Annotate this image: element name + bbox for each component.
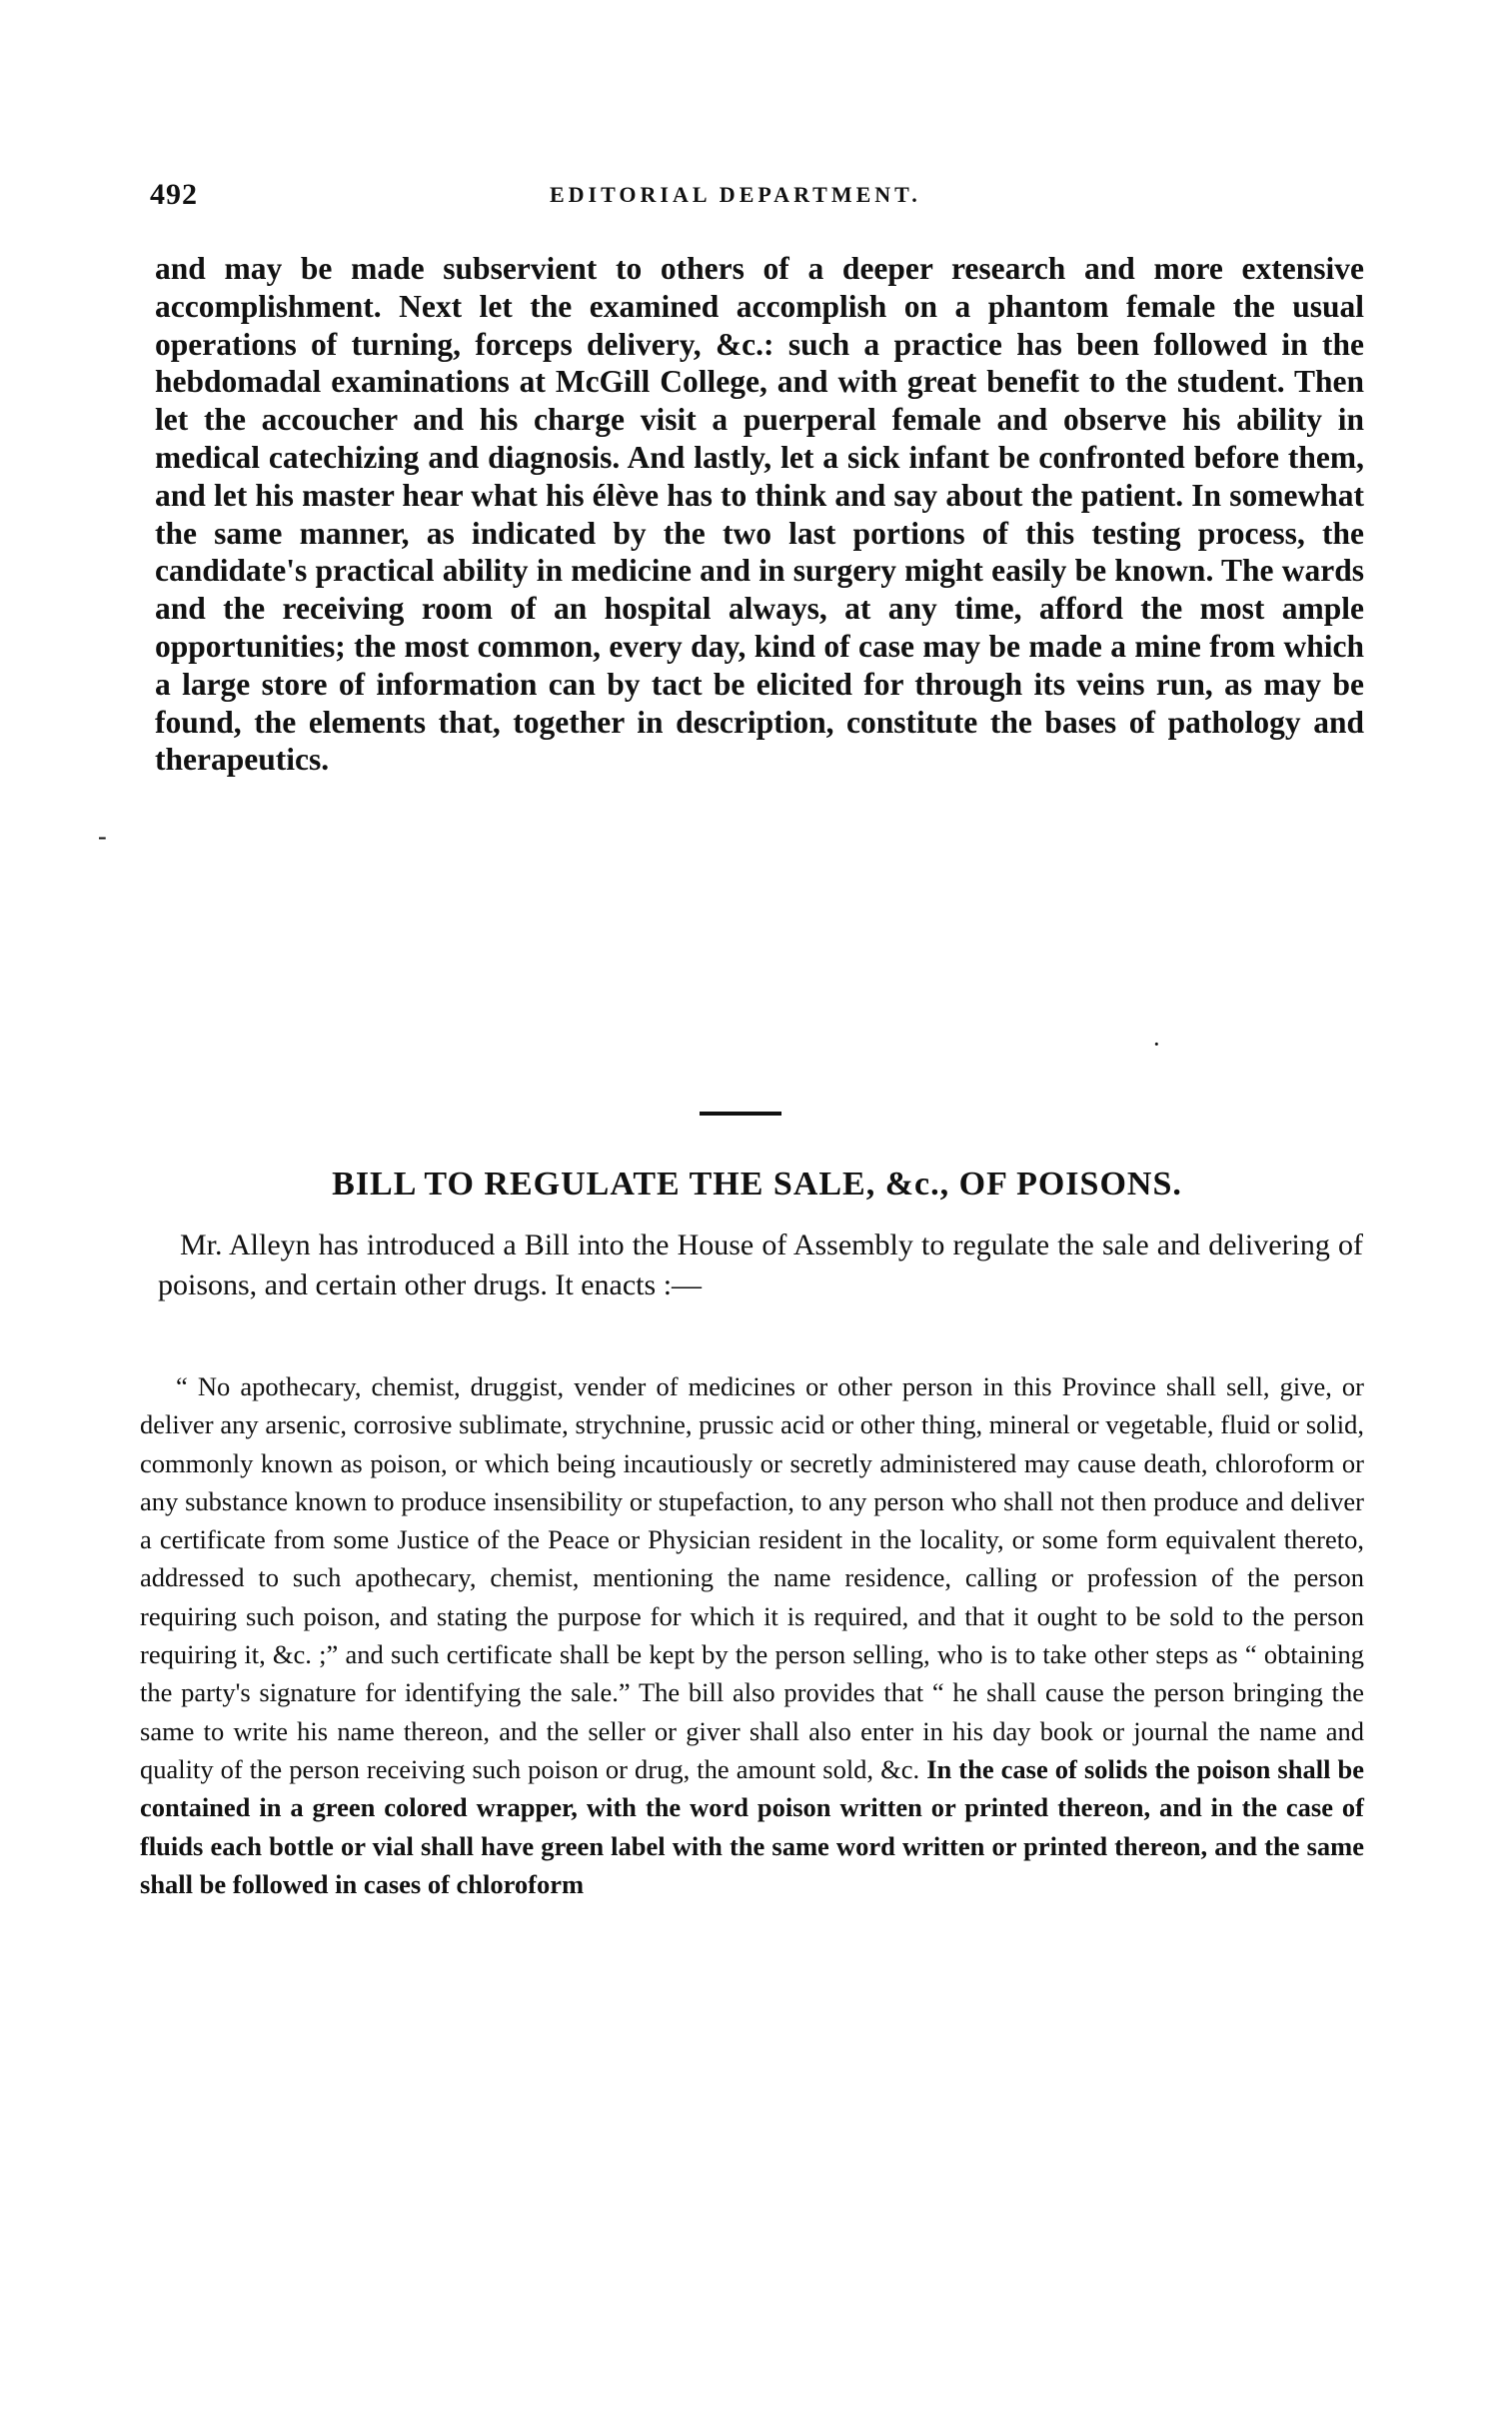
running-title: EDITORIAL DEPARTMENT. (550, 182, 921, 207)
section-intro-paragraph (158, 1225, 1363, 1305)
quoted-enactment-paragraph (140, 1367, 1364, 1903)
section-divider-rule (700, 1112, 781, 1116)
margin-dash-mark: - (98, 822, 107, 851)
running-head (150, 178, 1354, 218)
section-title: BILL TO REGULATE THE SALE, &c., OF POISONS. (332, 1166, 1182, 1203)
page-number: 492 (150, 178, 198, 211)
margin-dot-mark: · (1152, 1030, 1161, 1059)
quoted-enactment-tail: In the case of solids the poison shall be contained in a green colored wrapper, with the word poison written or printed thereon, and in the case of fluids each bottle or vial shall have green label with the same word written or printed thereon, and the same shall be followed in cases of chloroform (140, 1753, 1364, 1899)
body-paragraph: and may be made subservient to others of a deeper research and more extensive accomplishment. Next let the examined accomplish on a phantom female the usual operations of turning, forceps delivery, &c.: such a practice has been followed in the hebdomadal examinations at McGill College, and with great benefit to the student. Then let the accoucher and his charge visit a puerperal female and observe his ability in medical catechizing and diagnosis. And lastly, let a sick infant be confronted before them, and let his master hear what his élève has to think and say about the patient. In somewhat the same manner, as indicated by the two last portions of this testing process, the candidate's practical ability in medicine and in surgery might easily be known. The wards and the receiving room of an hospital always, at any time, afford the most ample opportunities; the most common, every day, kind of case may be made a mine from which a large store of information can by tact be elicited for through its veins run, as may be found, the elements that, together in description, constitute the bases of pathology and therapeutics. (155, 251, 1364, 778)
quoted-enactment-text: “ No apothecary, chemist, druggist, vender of medicines or other person in this Province shall sell, give, or deliver any arsenic, corrosive sublimate, strychnine, prussic acid or other thing, mineral or vegetable, fluid or solid, commonly known as poison, or which being incautiously or secretly administered may cause death, chloroform or any substance known to produce insensibility or stupefaction, to any person who shall not then produce and deliver a certificate from some Justice of the Peace or Physician resident in the locality, or some form equivalent thereto, addressed to such apothecary, chemist, mentioning the name residence, calling or profession of the person requiring such poison, and stating the purpose for which it is required, and that it ought to be sold to the person requiring it, &c. ;” and such certificate shall be kept by the person selling, who is to take other steps as “ obtaining the party's signature for identifying the sale.” The bill also provides that “ he shall cause the person bringing the same to write his name thereon, and the seller or giver shall also enter in his day book or journal the name and quality of the person receiving such poison or drug, the amount sold, &c. (140, 1371, 1364, 1784)
section-intro-text: Mr. Alleyn has introduced a Bill into the House of Assembly to regulate the sale and delivering of poisons, and certain other drugs. It enacts :— (158, 1228, 1363, 1301)
